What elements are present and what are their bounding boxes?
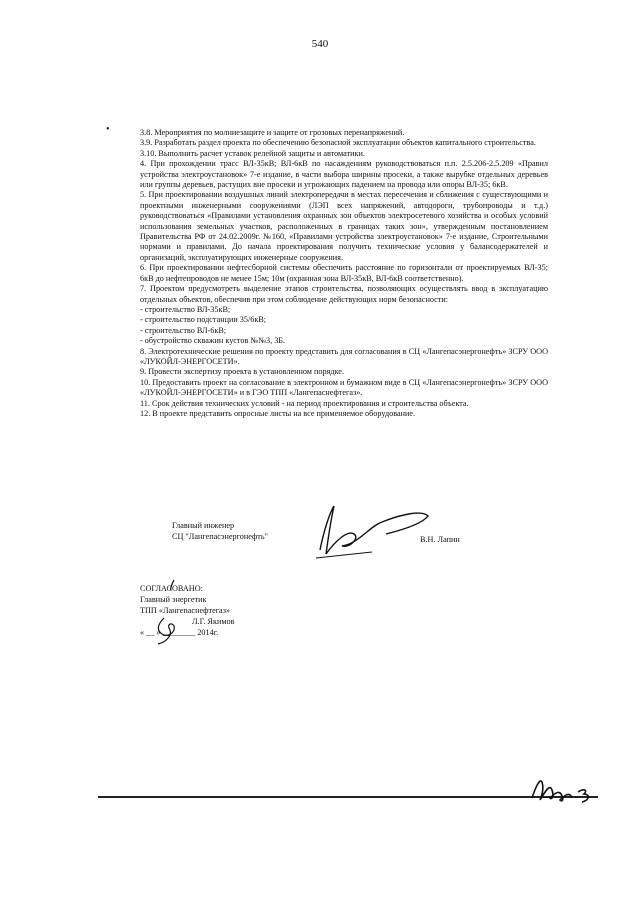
handwritten-initials (528, 768, 598, 808)
approval-name: Л.Г. Якимов (192, 617, 235, 626)
item-3-8: 3.8. Мероприятия по молниезащите и защите от грозовых перенапряжений. (140, 128, 405, 137)
item-7: 7. Проектом предусмотреть выделение этапов строительства, позволяющих осуществлять ввод в эксплуатацию отдельных объектов, обеспечив при этом соблюдение действующих норм безопасности: (140, 284, 548, 304)
item-6: 6. При проектировании нефтесборной системы обеспечить расстояние по горизонтали от проектируемых ВЛ-35; 6кВ до нефтепроводов не менее 15м; 10м (охранная зона ВЛ-35кВ, ВЛ-6кВ соответственно). (140, 263, 548, 283)
stage-item: - строительство ВЛ-6кВ; (140, 325, 227, 335)
approval-organization: ТПП «Лангепаснефтегаз» (140, 606, 231, 615)
signatory-position: Главный инженер (172, 521, 235, 530)
item-9: 9. Провести экспертизу проекта в установленном порядке. (140, 367, 344, 377)
item-3-10: 3.10. Выполнить расчет уставок релейной защиты и автоматики. (140, 148, 365, 158)
signatory-organization: СЦ "Лангепасэнергонефть" (172, 532, 268, 541)
page-number: 540 (311, 38, 329, 50)
signatory-title (172, 520, 322, 542)
item-3-9: 3.9. Разработать раздел проекта по обеспечению безопасной эксплуатации объектов капитального строительства. (140, 138, 536, 148)
margin-mark: • (106, 124, 110, 135)
stage-item: - обустройство скважин кустов №№3, 3Б. (140, 336, 286, 346)
approval-heading: СОГЛАСОВАНО: (140, 584, 203, 593)
item-10: 10. Предоставить проект на согласование в электронном и бумажном виде в СЦ «Лангепасэнергонефть» ЗСРУ ООО «ЛУКОЙЛ-ЭНЕРГОСЕТИ» и в ГЭО ТПП «Лангепаснефтегаз». (140, 377, 548, 398)
handwritten-signature (312, 500, 432, 560)
signatory-name: В.Н. Лапин (420, 535, 460, 544)
document-body (140, 128, 548, 419)
item-12: 12. В проекте представить опросные листы на все применяемое оборудование. (140, 408, 416, 418)
stage-item: - строительство подстанции 35/6кВ; (140, 315, 267, 325)
item-8: 8. Электротехнические решения по проекту представить для согласования в СЦ «Лангепасэнергонефть» ЗСРУ ООО «ЛУКОЙЛ-ЭНЕРГОСЕТИ». (140, 346, 548, 366)
footer-rule (98, 796, 598, 798)
stage-item: - строительство ВЛ-35кВ; (140, 304, 231, 314)
approval-date: « __ » ________ 2014г. (140, 628, 219, 637)
item-4: 4. При прохождении трасс ВЛ-35кВ; ВЛ-6кВ по насаждениям руководствоваться п.п. 2.5.206-2.5.209 «Правил устройства электроустановок» 7-е издание, в части выбора ширины просеки, а также вырубке отдельных деревьев или группы деревьев, растущих вне просеки и угрожающих падением на провода или опоры ВЛ-35; 6кВ. (140, 159, 548, 190)
item-11: 11. Срок действия технических условий - на период проектирования и строительства объекта. (140, 398, 469, 408)
item-5: 5. При проектировании воздушных линий электропередачи в местах пересечения и сближения с существующими и проектными инженерными сооружениями (ЛЭП всех напряжений, автодороги, трубопроводы и т.д.) руководствоваться «Правилами установления охранных зон объектов электросетевого хозяйства и особых условий использования земельных участков, расположенных в границах таких зон», утвержденным постановлением Правительства РФ от 24.02.2009г. №160, «Правилами устройства электроустановок» 7-е издание, Строительными нормами и правилами. До начала проектирования получить технические условия у балансодержателей и организаций, эксплуатирующих инженерные сооружения. (140, 190, 548, 262)
approval-position: Главный энергетик (140, 595, 207, 604)
approval-block (140, 583, 300, 638)
